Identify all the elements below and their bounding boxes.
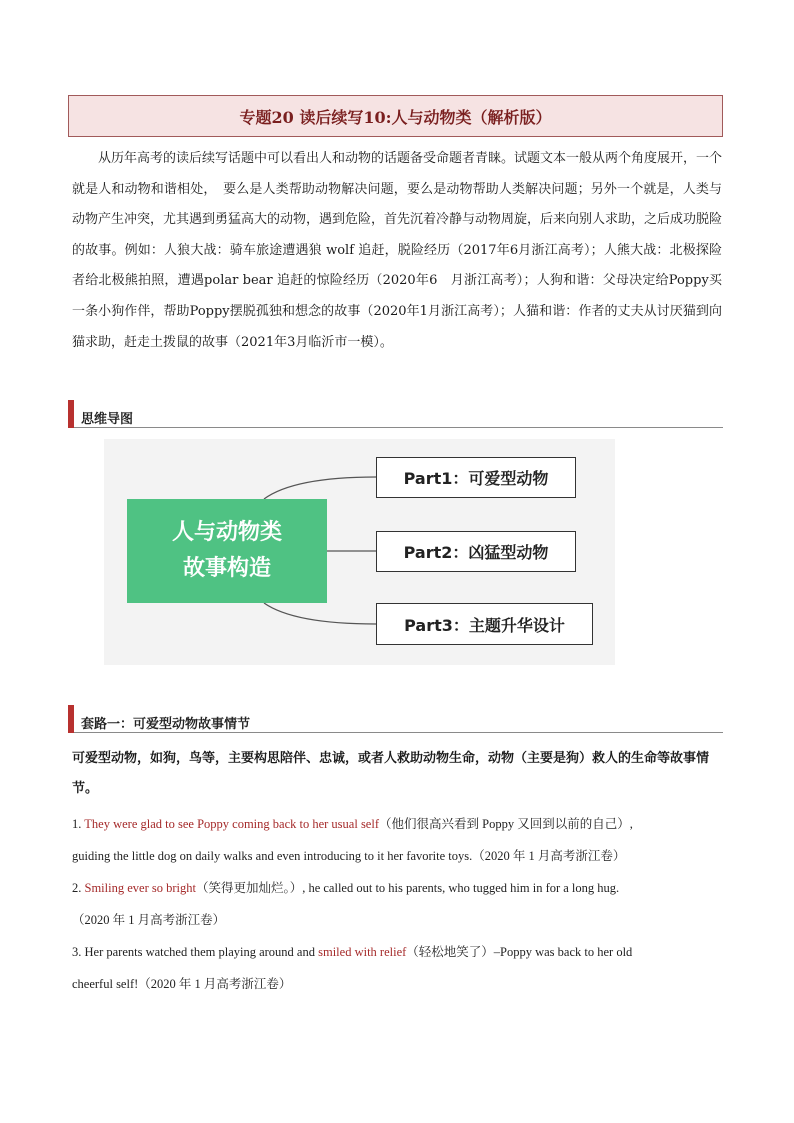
example-highlight: Smiling ever so bright [84, 881, 196, 895]
part2-label: Part2：凶猛型动物 [403, 543, 549, 562]
example-highlight: They were glad to see Poppy coming back to her usual self [84, 817, 379, 831]
section-accent-bar [68, 705, 74, 733]
part1-label: Part1：可爱型动物 [403, 469, 549, 488]
mind-map-part1 [376, 457, 576, 498]
page-title-text: 专题20 读后续写10:人与动物类（解析版） [239, 107, 552, 127]
example-text-continued: （2020 年 1 月高考浙江卷） [72, 913, 226, 927]
section-summary: 可爱型动物，如狗，鸟等，主要构思陪伴、忠诚，或者人救助动物生命，动物（主要是狗）救人的生命等故事情节。 [72, 751, 710, 796]
mind-map-part3 [376, 603, 593, 645]
mind-map [104, 439, 615, 665]
section-heading-label: 套路一：可爱型动物故事情节 [81, 717, 251, 732]
part3-label: Part3：主题升华设计 [404, 615, 565, 635]
example-number: 1. [72, 817, 82, 831]
mind-map-center-node [127, 499, 327, 603]
section-heading-cute-animals [68, 703, 723, 733]
mind-map-part2 [376, 531, 576, 572]
example-2 [72, 872, 722, 936]
connector-part3 [264, 603, 376, 624]
example-text: （轻松地笑了）–Poppy was back to her old [406, 945, 633, 959]
section-heading-mindmap [68, 398, 723, 428]
section-heading-label: 思维导图 [81, 412, 134, 427]
example-highlight: smiled with relief [318, 945, 407, 959]
connector-part1 [264, 477, 376, 499]
example-text-continued: guiding the little dog on daily walks and even introducing to it her favorite toys.（2020 年 1 月高考浙江卷） [72, 849, 626, 863]
center-line-2: 故事构造 [182, 556, 271, 581]
example-number: 2. [72, 881, 82, 895]
example-1 [72, 808, 722, 872]
example-text: （他们很高兴看到 Poppy 又回到以前的自己）, [379, 817, 633, 831]
example-text-pre: Her parents watched them playing around and [84, 945, 319, 959]
section-accent-bar [68, 400, 74, 428]
example-text: （笑得更加灿烂。）, he called out to his parents, who tugged him in for a long hug. [195, 881, 620, 895]
intro-paragraph: 从历年高考的读后续写话题中可以看出人和动物的话题备受命题者青睐。试题文本一般从两个角度展开，一个就是人和动物和谐相处， 要么是人类帮助动物解决问题，要么是动物帮助人类解决问题；另外一个就是，人类与动物产生冲突，尤其遇到勇猛高大的动物，遇到危险，首先沉着冷静与动物周旋，后来向别人求助，之后成功脱险的故事。例如：人狼大战：骑车旅途遭遇狼 wolf 追赶，脱险经历（2017年6月浙江高考）；人熊大战：北极探险者给北极熊拍照，遭遇polar bear 追赶的惊险经历（2020年6 月浙江高考）；人狗和谐：父母决定给Poppy买一条小狗作伴，帮助Poppy摆脱孤独和想念的故事（2020年1月浙江高考）；人猫和谐：作者的丈夫从讨厌猫到向猫求助，赶走土拨鼠的故事（2021年3月临沂市一模）。 [72, 151, 723, 350]
example-3 [72, 936, 722, 1000]
example-text-continued: cheerful self!（2020 年 1 月高考浙江卷） [72, 977, 292, 991]
center-line-1: 人与动物类 [171, 520, 282, 545]
example-number: 3. [72, 945, 82, 959]
page-title [68, 95, 723, 137]
